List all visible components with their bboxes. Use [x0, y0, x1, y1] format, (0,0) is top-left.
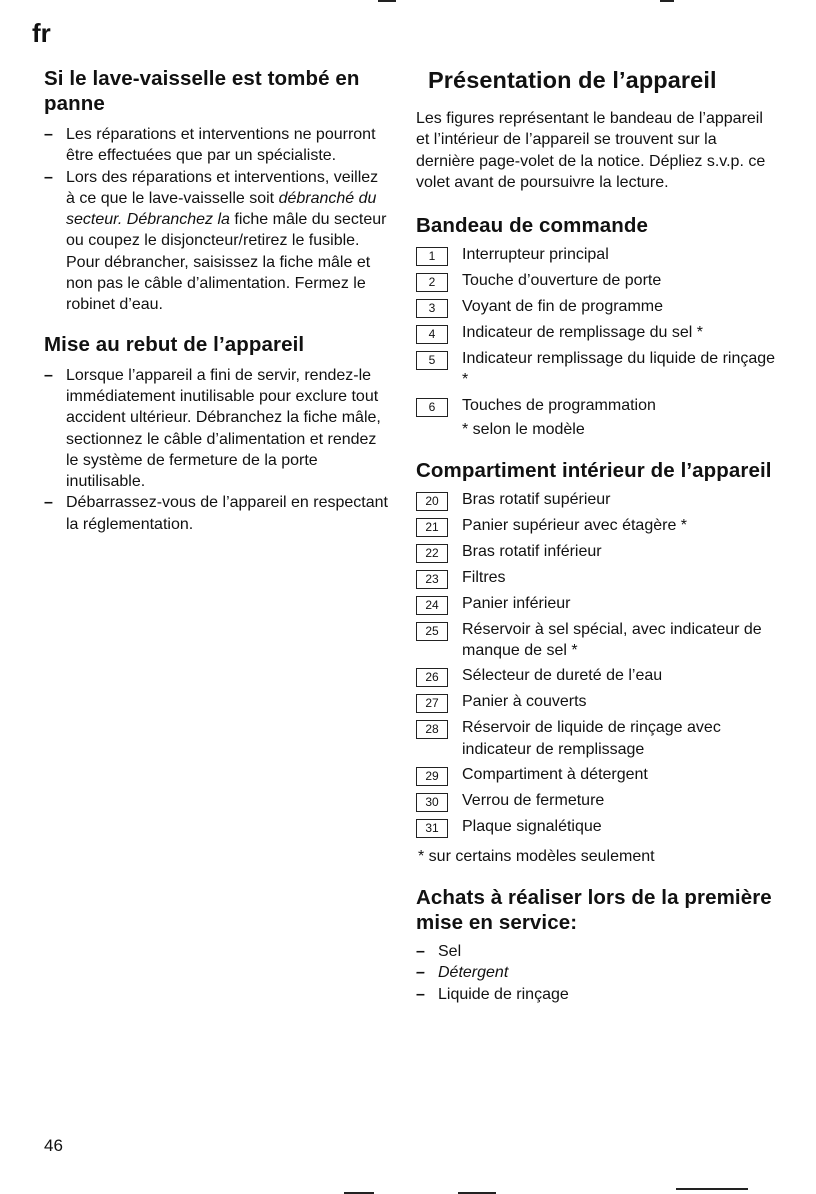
bandeau-list	[416, 244, 776, 417]
item-number-box: 6	[416, 398, 448, 417]
list-item: – Lors des réparations et interventions, veillez à ce que le lave-vaisselle soit débranché du secteur. Débranchez la fiche mâle du secteur ou coupez le disjoncteur/retirez le fusible. Pour débrancher, saisissez la fiche mâle et non pas le câble d’alimentation. Fermez le robinet d’eau.	[44, 167, 389, 316]
item-number-box: 29	[416, 767, 448, 786]
section-title-bandeau: Bandeau de commande	[416, 214, 649, 238]
list-item	[416, 244, 776, 266]
item-label: Verrou de fermeture	[462, 791, 605, 809]
list-item: – Liquide de rinçage	[416, 984, 776, 1005]
section-bandeau	[416, 213, 776, 440]
list-item	[416, 395, 776, 417]
compartiment-list	[416, 489, 776, 838]
list-item: – Sel	[416, 941, 776, 962]
list-item	[416, 691, 776, 713]
list-item: – Les réparations et interventions ne pourront être effectuées que par un spécialiste.	[44, 124, 389, 167]
item-label: Touches de programmation	[462, 396, 656, 414]
item-label: Panier à couverts	[462, 693, 587, 711]
item-number-box: 25	[416, 622, 448, 641]
list-item	[416, 593, 776, 615]
list-item	[416, 322, 776, 344]
item-number-box: 31	[416, 819, 448, 838]
list-item	[416, 790, 776, 812]
section-presentation	[416, 66, 776, 193]
item-label: Filtres	[462, 568, 506, 586]
language-label: fr	[32, 18, 51, 48]
list-item	[416, 270, 776, 292]
list-item: – Lorsque l’appareil a fini de servir, rendez-le immédiatement inutilisable pour exclure tout accident ultérieur. Débranchez la fiche mâle, sectionnez le câble d’alimentation et rendez le système de fermeture de la porte inutilisable.	[44, 365, 389, 493]
item-number-box: 26	[416, 668, 448, 687]
list-item: – Détergent	[416, 962, 776, 983]
compartiment-note: * sur certains modèles seulement	[418, 847, 655, 865]
item-number-box: 21	[416, 518, 448, 537]
section-title-presentation: Présentation de l’appareil	[428, 67, 717, 93]
item-label: Panier inférieur	[462, 594, 571, 612]
list-item	[416, 567, 776, 589]
panne-list	[44, 124, 389, 316]
item-number-box: 30	[416, 793, 448, 812]
section-title-compartiment: Compartiment intérieur de l’appareil	[416, 458, 772, 482]
item-number-box: 24	[416, 596, 448, 615]
page-number: 46	[44, 1136, 63, 1155]
bandeau-note: * selon le modèle	[462, 420, 585, 438]
right-column	[416, 66, 776, 1005]
item-label: Interrupteur principal	[462, 246, 609, 264]
item-number-box: 4	[416, 325, 448, 344]
section-panne	[44, 66, 389, 316]
item-number-box: 2	[416, 273, 448, 292]
left-column	[44, 66, 389, 535]
item-number-box: 22	[416, 544, 448, 563]
list-item	[416, 296, 776, 318]
list-item	[416, 619, 776, 662]
item-label: Touche d’ouverture de porte	[462, 272, 662, 290]
item-label: Sélecteur de dureté de l’eau	[462, 667, 663, 685]
section-title-rebut: Mise au rebut de l’appareil	[44, 332, 305, 356]
achats-list	[416, 941, 776, 1005]
item-number-box: 5	[416, 351, 448, 370]
item-number-box: 23	[416, 570, 448, 589]
section-title-panne: Si le lave-vaisselle est tombé en panne	[44, 67, 360, 115]
item-label: Bras rotatif supérieur	[462, 490, 611, 508]
section-compartiment	[416, 458, 776, 867]
item-label: Panier supérieur avec étagère *	[462, 516, 688, 534]
section-achats	[416, 885, 776, 1005]
item-label: Plaque signalétique	[462, 817, 602, 835]
item-number-box: 1	[416, 247, 448, 266]
item-label: Indicateur de remplissage du sel *	[462, 324, 704, 342]
bottom-rule-1	[344, 1192, 374, 1194]
list-item: – Débarrassez-vous de l’appareil en respectant la réglementation.	[44, 492, 389, 535]
list-item	[416, 717, 776, 760]
rebut-list	[44, 365, 389, 535]
list-item	[416, 515, 776, 537]
list-item	[416, 541, 776, 563]
list-item	[416, 665, 776, 687]
item-label: Indicateur remplissage du liquide de rinçage *	[462, 350, 776, 389]
top-rule-2	[660, 0, 674, 2]
list-item	[416, 816, 776, 838]
bottom-rule-2	[458, 1192, 496, 1194]
section-title-achats: Achats à réaliser lors de la première mise en service:	[416, 885, 772, 934]
item-label: Réservoir de liquide de rinçage avec indicateur de remplissage	[462, 719, 721, 758]
bottom-rule-3	[676, 1188, 748, 1190]
item-number-box: 27	[416, 694, 448, 713]
item-label: Bras rotatif inférieur	[462, 542, 602, 560]
item-label: Voyant de fin de programme	[462, 298, 664, 316]
presentation-intro: Les figures représentant le bandeau de l’appareil et l’intérieur de l’appareil se trouvent sur la dernière page-volet de la notice. Dépliez s.v.p. ce volet avant de poursuivre la lecture.	[416, 110, 766, 191]
item-number-box: 20	[416, 492, 448, 511]
top-rule-1	[378, 0, 396, 2]
section-rebut	[44, 332, 389, 535]
item-number-box: 28	[416, 720, 448, 739]
list-item	[416, 489, 776, 511]
item-label: Compartiment à détergent	[462, 765, 648, 783]
list-item	[416, 348, 776, 391]
item-label: Réservoir à sel spécial, avec indicateur de manque de sel *	[462, 620, 762, 660]
item-number-box: 3	[416, 299, 448, 318]
list-item	[416, 764, 776, 786]
